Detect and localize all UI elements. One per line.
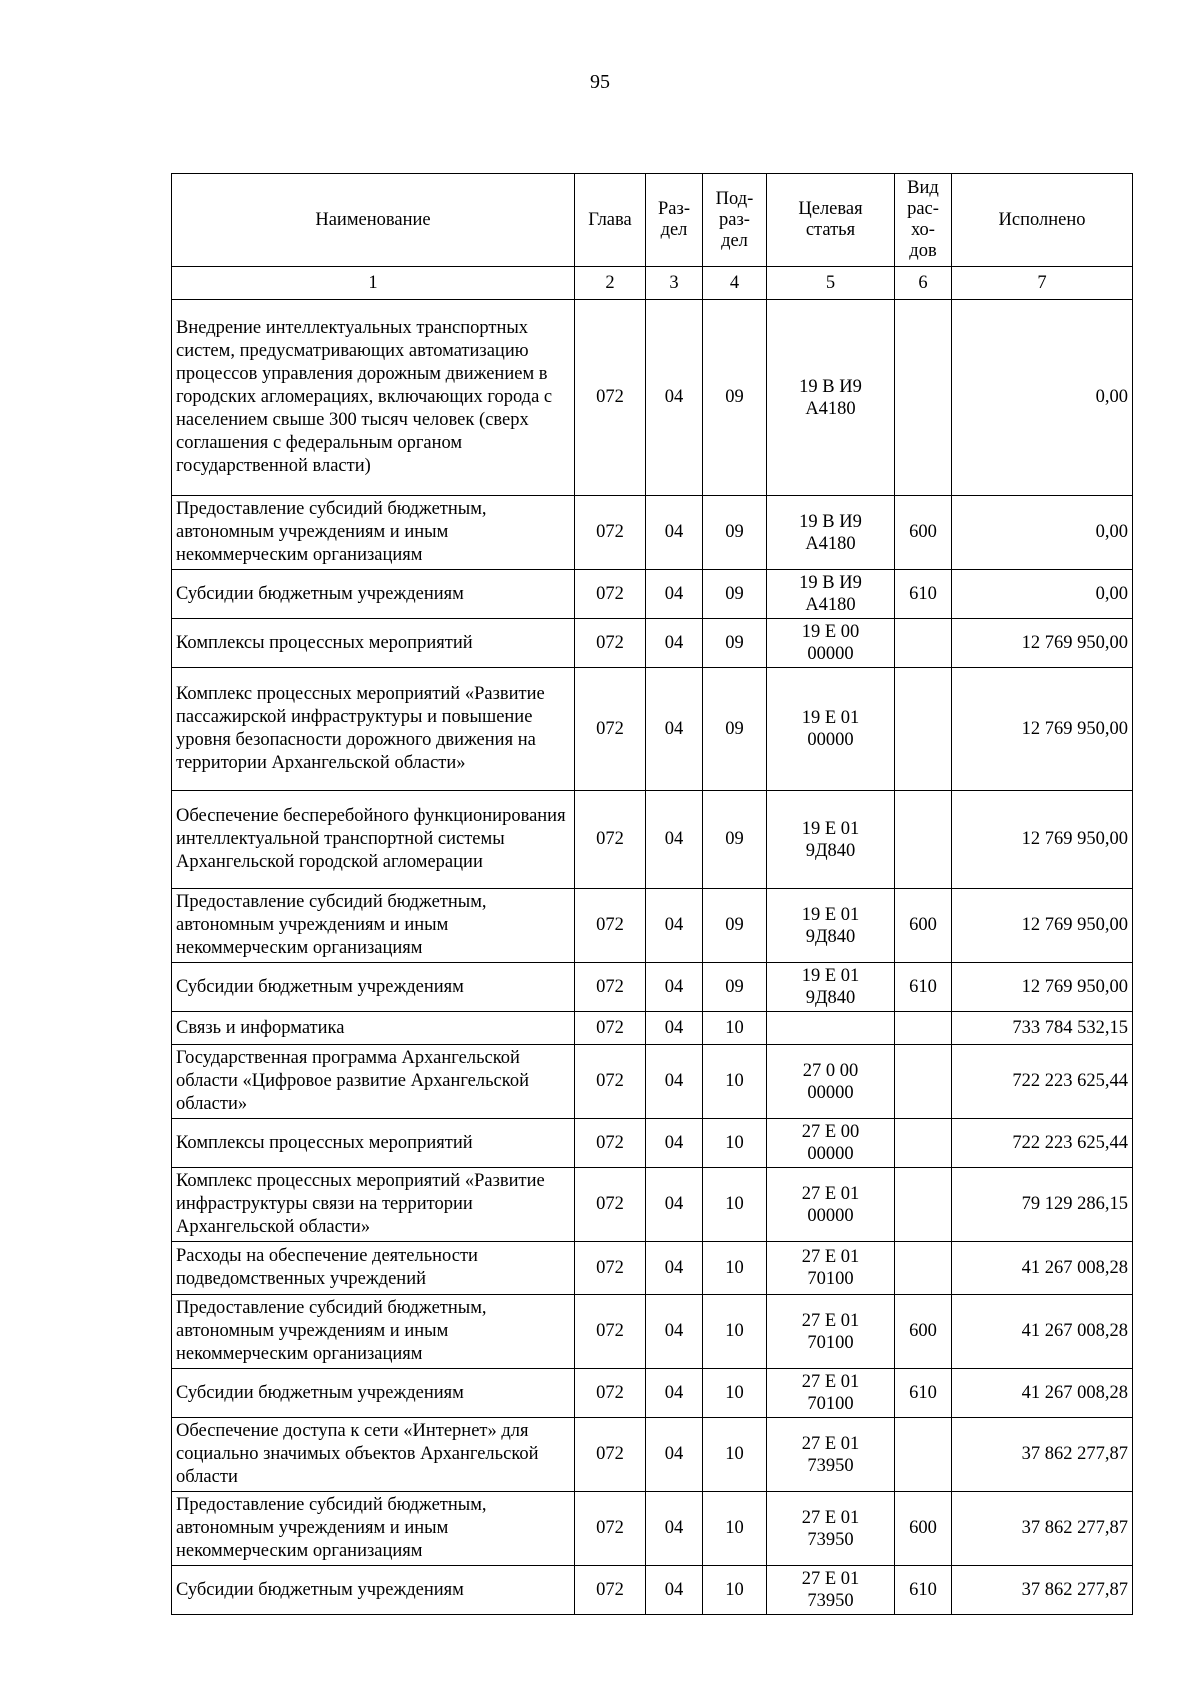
column-number: 7	[952, 267, 1133, 300]
row-amount: 37 862 277,87	[952, 1418, 1133, 1492]
row-glava: 072	[575, 496, 646, 570]
row-target: 27 0 00 00000	[767, 1045, 895, 1119]
row-vid: 600	[895, 496, 952, 570]
row-amount: 37 862 277,87	[952, 1492, 1133, 1566]
row-name: Расходы на обеспечение деятельности подведомственных учреждений	[172, 1242, 575, 1295]
row-podrazdel: 09	[703, 889, 767, 963]
row-glava: 072	[575, 1242, 646, 1295]
row-vid	[895, 1168, 952, 1242]
row-podrazdel: 09	[703, 619, 767, 668]
row-name: Связь и информатика	[172, 1012, 575, 1045]
row-vid	[895, 619, 952, 668]
row-podrazdel: 10	[703, 1242, 767, 1295]
row-podrazdel: 10	[703, 1119, 767, 1168]
row-razdel: 04	[646, 496, 703, 570]
header-name: Наименование	[172, 174, 575, 267]
row-target: 27 Е 01 73950	[767, 1492, 895, 1566]
row-razdel: 04	[646, 1168, 703, 1242]
row-glava: 072	[575, 668, 646, 791]
table-row	[172, 1012, 1133, 1045]
row-name: Субсидии бюджетным учреждениям	[172, 570, 575, 619]
row-podrazdel: 10	[703, 1012, 767, 1045]
row-vid: 600	[895, 889, 952, 963]
row-podrazdel: 09	[703, 570, 767, 619]
header-glava: Глава	[575, 174, 646, 267]
table-row	[172, 1369, 1133, 1418]
table-row	[172, 963, 1133, 1012]
column-number: 3	[646, 267, 703, 300]
row-vid: 610	[895, 1566, 952, 1615]
row-podrazdel: 09	[703, 668, 767, 791]
row-name: Государственная программа Архангельской области «Цифровое развитие Архангельской области»	[172, 1045, 575, 1119]
row-amount: 722 223 625,44	[952, 1045, 1133, 1119]
header-vid: Вид рас- хо- дов	[895, 174, 952, 267]
row-razdel: 04	[646, 1119, 703, 1168]
row-glava: 072	[575, 1168, 646, 1242]
row-target: 19 Е 01 9Д840	[767, 791, 895, 889]
header-executed: Исполнено	[952, 174, 1133, 267]
row-name: Субсидии бюджетным учреждениям	[172, 963, 575, 1012]
row-glava: 072	[575, 1119, 646, 1168]
row-amount: 12 769 950,00	[952, 668, 1133, 791]
row-amount: 37 862 277,87	[952, 1566, 1133, 1615]
column-number: 6	[895, 267, 952, 300]
row-amount: 12 769 950,00	[952, 889, 1133, 963]
table-row	[172, 1119, 1133, 1168]
row-glava: 072	[575, 570, 646, 619]
table-row	[172, 1295, 1133, 1369]
row-name: Предоставление субсидий бюджетным, автономным учреждениям и иным некоммерческим организациям	[172, 496, 575, 570]
row-name: Обеспечение бесперебойного функционирования интеллектуальной транспортной системы Архангельской городской агломерации	[172, 791, 575, 889]
column-number-row	[172, 267, 1133, 300]
row-target: 19 В И9 А4180	[767, 496, 895, 570]
row-razdel: 04	[646, 300, 703, 496]
table-row	[172, 1168, 1133, 1242]
row-razdel: 04	[646, 619, 703, 668]
table-row	[172, 1045, 1133, 1119]
row-vid: 600	[895, 1492, 952, 1566]
row-target: 19 Е 00 00000	[767, 619, 895, 668]
row-vid	[895, 1418, 952, 1492]
row-podrazdel: 10	[703, 1045, 767, 1119]
row-vid: 600	[895, 1295, 952, 1369]
row-amount: 722 223 625,44	[952, 1119, 1133, 1168]
row-vid: 610	[895, 1369, 952, 1418]
row-amount: 733 784 532,15	[952, 1012, 1133, 1045]
row-razdel: 04	[646, 1492, 703, 1566]
header-row	[172, 174, 1133, 267]
row-vid	[895, 1012, 952, 1045]
row-target: 27 Е 01 73950	[767, 1418, 895, 1492]
row-razdel: 04	[646, 1369, 703, 1418]
row-podrazdel: 09	[703, 963, 767, 1012]
table-row	[172, 1566, 1133, 1615]
row-glava: 072	[575, 1295, 646, 1369]
row-name: Субсидии бюджетным учреждениям	[172, 1566, 575, 1615]
row-podrazdel: 10	[703, 1418, 767, 1492]
row-glava: 072	[575, 1566, 646, 1615]
row-podrazdel: 10	[703, 1168, 767, 1242]
page-number: 95	[590, 71, 610, 93]
row-name: Обеспечение доступа к сети «Интернет» для социально значимых объектов Архангельской области	[172, 1418, 575, 1492]
row-glava: 072	[575, 619, 646, 668]
row-podrazdel: 10	[703, 1295, 767, 1369]
row-name: Предоставление субсидий бюджетным, автономным учреждениям и иным некоммерческим организациям	[172, 889, 575, 963]
row-amount: 0,00	[952, 570, 1133, 619]
row-vid	[895, 1045, 952, 1119]
row-razdel: 04	[646, 963, 703, 1012]
column-number: 4	[703, 267, 767, 300]
row-amount: 41 267 008,28	[952, 1242, 1133, 1295]
row-glava: 072	[575, 889, 646, 963]
row-amount: 41 267 008,28	[952, 1369, 1133, 1418]
row-target	[767, 1012, 895, 1045]
row-amount: 12 769 950,00	[952, 963, 1133, 1012]
table-row	[172, 791, 1133, 889]
row-vid	[895, 1242, 952, 1295]
header-podrazdel: Под- раз- дел	[703, 174, 767, 267]
row-target: 27 Е 01 70100	[767, 1295, 895, 1369]
row-glava: 072	[575, 1369, 646, 1418]
row-name: Комплекс процессных мероприятий «Развитие инфраструктуры связи на территории Архангельской области»	[172, 1168, 575, 1242]
row-razdel: 04	[646, 1295, 703, 1369]
row-glava: 072	[575, 791, 646, 889]
row-razdel: 04	[646, 1012, 703, 1045]
row-name: Комплексы процессных мероприятий	[172, 619, 575, 668]
row-glava: 072	[575, 300, 646, 496]
row-name: Комплекс процессных мероприятий «Развитие пассажирской инфраструктуры и повышение уровня безопасности дорожного движения на территории Архангельской области»	[172, 668, 575, 791]
header-target: Целевая статья	[767, 174, 895, 267]
row-razdel: 04	[646, 1045, 703, 1119]
table-row	[172, 496, 1133, 570]
row-target: 19 Е 01 00000	[767, 668, 895, 791]
row-target: 27 Е 00 00000	[767, 1119, 895, 1168]
header-razdel: Раз- дел	[646, 174, 703, 267]
row-name: Субсидии бюджетным учреждениям	[172, 1369, 575, 1418]
column-number: 5	[767, 267, 895, 300]
row-vid	[895, 668, 952, 791]
row-podrazdel: 10	[703, 1566, 767, 1615]
table-row	[172, 300, 1133, 496]
row-glava: 072	[575, 1492, 646, 1566]
budget-table	[171, 173, 1133, 1615]
row-podrazdel: 10	[703, 1369, 767, 1418]
row-razdel: 04	[646, 889, 703, 963]
row-vid: 610	[895, 963, 952, 1012]
table-row	[172, 570, 1133, 619]
row-amount: 0,00	[952, 496, 1133, 570]
table-row	[172, 668, 1133, 791]
row-vid: 610	[895, 570, 952, 619]
row-name: Комплексы процессных мероприятий	[172, 1119, 575, 1168]
column-number: 1	[172, 267, 575, 300]
table-row	[172, 619, 1133, 668]
row-target: 27 Е 01 70100	[767, 1369, 895, 1418]
table-row	[172, 1418, 1133, 1492]
row-glava: 072	[575, 1418, 646, 1492]
row-target: 19 Е 01 9Д840	[767, 889, 895, 963]
row-amount: 0,00	[952, 300, 1133, 496]
row-amount: 79 129 286,15	[952, 1168, 1133, 1242]
row-glava: 072	[575, 963, 646, 1012]
row-target: 27 Е 01 70100	[767, 1242, 895, 1295]
row-podrazdel: 09	[703, 791, 767, 889]
table-row	[172, 1492, 1133, 1566]
table-row	[172, 889, 1133, 963]
row-razdel: 04	[646, 668, 703, 791]
row-razdel: 04	[646, 1242, 703, 1295]
row-vid	[895, 1119, 952, 1168]
row-razdel: 04	[646, 791, 703, 889]
row-target: 19 В И9 А4180	[767, 570, 895, 619]
table-row	[172, 1242, 1133, 1295]
row-amount: 12 769 950,00	[952, 791, 1133, 889]
column-number: 2	[575, 267, 646, 300]
row-razdel: 04	[646, 1418, 703, 1492]
row-podrazdel: 10	[703, 1492, 767, 1566]
row-amount: 12 769 950,00	[952, 619, 1133, 668]
row-target: 19 В И9 А4180	[767, 300, 895, 496]
row-razdel: 04	[646, 570, 703, 619]
table-body	[172, 300, 1133, 1615]
row-podrazdel: 09	[703, 300, 767, 496]
row-name: Предоставление субсидий бюджетным, автономным учреждениям и иным некоммерческим организациям	[172, 1492, 575, 1566]
row-podrazdel: 09	[703, 496, 767, 570]
row-name: Предоставление субсидий бюджетным, автономным учреждениям и иным некоммерческим организациям	[172, 1295, 575, 1369]
row-amount: 41 267 008,28	[952, 1295, 1133, 1369]
row-glava: 072	[575, 1012, 646, 1045]
row-razdel: 04	[646, 1566, 703, 1615]
row-name: Внедрение интеллектуальных транспортных систем, предусматривающих автоматизацию процессов управления дорожным движением в городских агломерациях, включающих города с населением свыше 300 тысяч человек (сверх соглашения с федеральным органом государственной власти)	[172, 300, 575, 496]
row-vid	[895, 791, 952, 889]
row-vid	[895, 300, 952, 496]
row-target: 27 Е 01 73950	[767, 1566, 895, 1615]
row-target: 27 Е 01 00000	[767, 1168, 895, 1242]
row-glava: 072	[575, 1045, 646, 1119]
row-target: 19 Е 01 9Д840	[767, 963, 895, 1012]
